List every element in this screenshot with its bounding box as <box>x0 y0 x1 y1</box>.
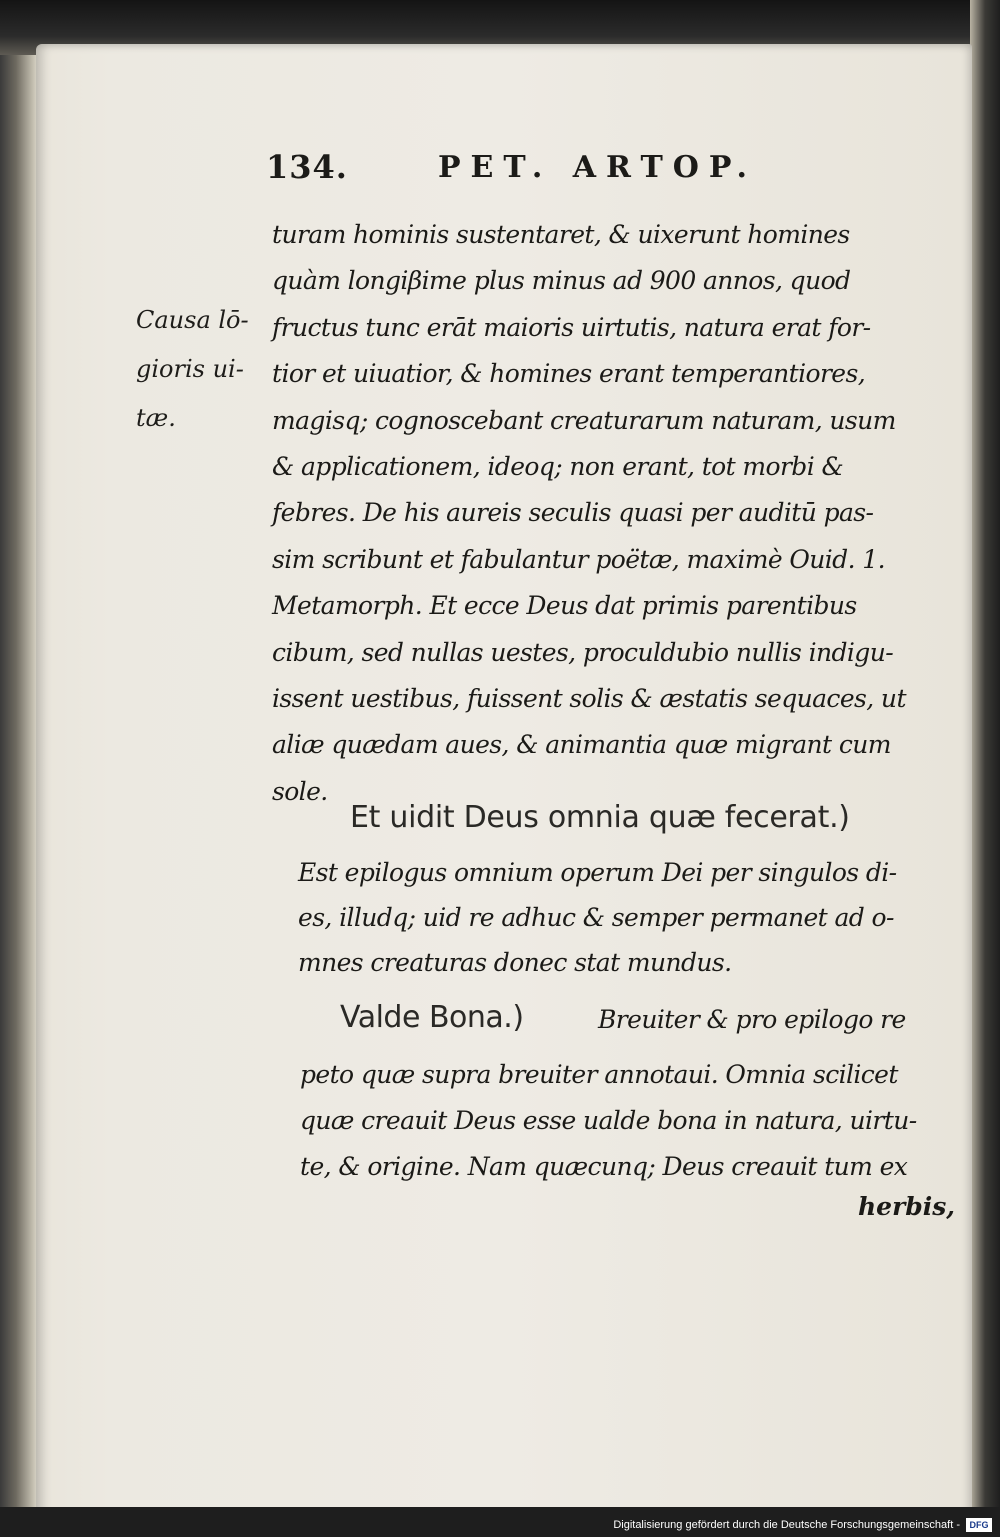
margin-note <box>136 296 264 443</box>
catchword: herbis, <box>858 1192 956 1221</box>
lemma-heading: Valde Bona.) <box>340 1000 524 1035</box>
book-spine-edge <box>0 55 40 1525</box>
text-line: peto quæ supra breuiter annotaui. Omnia scilicet <box>300 1060 898 1089</box>
digitization-credit: Digitalisierung gefördert durch die Deutsche Forschungsgemeinschaft - <box>613 1519 960 1531</box>
text-line: aliæ quædam aues, & animantia quæ migrant cum <box>272 730 891 760</box>
running-head <box>266 148 826 192</box>
text-line: magisq; cognoscebant creaturarum naturam, usum <box>272 405 896 435</box>
text-line: sim scribunt et fabulantur poëtæ, maximè Ouid. 1. <box>272 544 885 574</box>
text-line: tior et uiuatior, & homines erant temperantiores, <box>272 359 866 389</box>
text-line: turam hominis sustentaret, & uixerunt homines <box>272 220 850 249</box>
text-line: & applicationem, ideoq; non erant, tot morbi & <box>272 452 844 482</box>
text-line: febres. De his aureis seculis quasi per auditū pas- <box>272 498 874 528</box>
paragraph-3 <box>300 1052 960 1190</box>
margin-note-line: tæ. <box>136 404 176 432</box>
paragraph-1 <box>272 212 962 815</box>
dfg-logo: DFG <box>966 1518 992 1532</box>
margin-note-line: gioris ui- <box>136 355 244 383</box>
text-line: mnes creaturas donec stat mundus. <box>298 948 732 977</box>
text-line: te, & origine. Nam quæcunq; Deus creauit tum ex <box>300 1152 908 1181</box>
text-line: Est epilogus omnium operum Dei per singulos di- <box>298 858 897 887</box>
text-line: sole. <box>272 776 328 806</box>
text-line: Metamorph. Et ecce Deus dat primis parentibus <box>272 591 857 621</box>
text-line: quæ creauit Deus esse ualde bona in natura, uirtu- <box>300 1106 917 1135</box>
text-line: quàm longiβime plus minus ad 900 annos, quod <box>272 266 851 296</box>
book-fore-edge <box>970 0 1000 1537</box>
text-line: fructus tunc erāt maioris uirtutis, natura erat for- <box>272 312 871 342</box>
page-number: 134. <box>266 148 348 186</box>
margin-note-line: Causa lō- <box>136 306 249 334</box>
running-title: PET. ARTOP. <box>438 150 757 185</box>
text-line: cibum, sed nullas uestes, proculdubio nullis indigu- <box>272 637 894 667</box>
text-line: Breuiter & pro epilogo re <box>598 1005 906 1034</box>
text-line: es, illudq; uid re adhuc & semper permanet ad o- <box>298 903 894 932</box>
lemma-heading: Et uidit Deus omnia quæ fecerat.) <box>350 800 850 835</box>
paragraph-2 <box>298 850 958 985</box>
text-line: issent uestibus, fuissent solis & æstatis sequaces, ut <box>272 684 906 714</box>
